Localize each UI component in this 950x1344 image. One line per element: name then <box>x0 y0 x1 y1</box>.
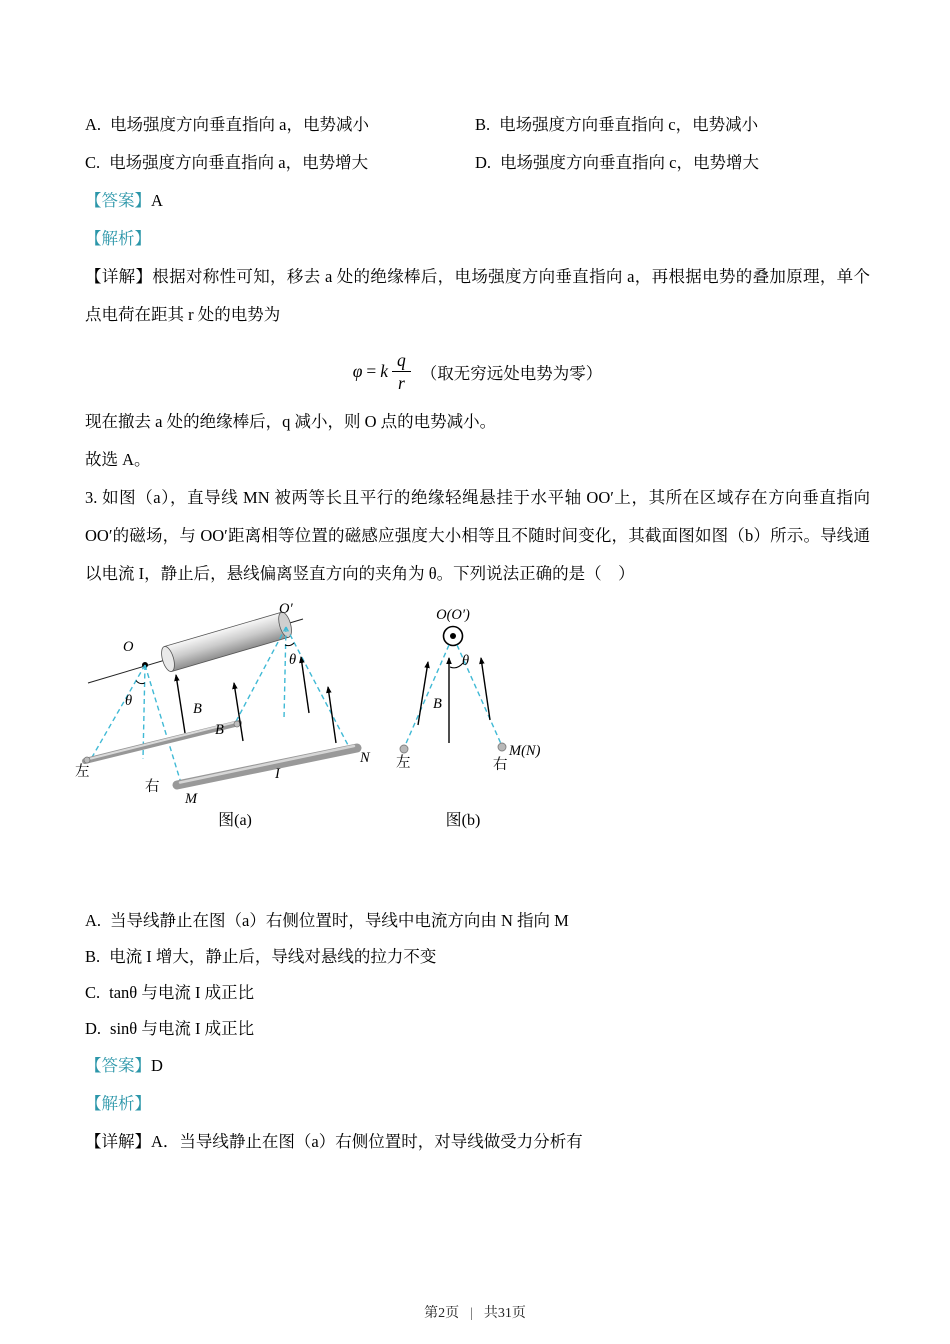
wire-left-position-dot <box>400 745 408 753</box>
q2-after-formula: 现在撤去 a 处的绝缘棒后，q 减小，则 O 点的电势减小。 <box>85 412 497 431</box>
q3-option-c <box>85 975 870 1011</box>
caption-figure-a: 图(a) <box>218 812 252 829</box>
label-right: 右 <box>493 757 508 773</box>
B-arrow-1 <box>176 675 185 733</box>
q2-detail-label: 【详解】 <box>85 267 153 286</box>
string-left <box>404 645 449 748</box>
q3-option-b-label: B. <box>85 947 101 966</box>
formula-numerator: q <box>397 350 406 370</box>
q3-analysis-line <box>85 1085 870 1123</box>
wire-MN-rod <box>177 748 357 785</box>
q2-option-a <box>85 106 475 144</box>
q3-option-c-text: tanθ 与电流 I 成正比 <box>109 983 255 1002</box>
label-left: 左 <box>396 755 411 771</box>
theta-arc-O <box>136 681 145 684</box>
q2-answer-label: 【答案】 <box>85 191 151 210</box>
q3-answer-line <box>85 1047 870 1085</box>
string-to-N <box>286 627 349 747</box>
q2-option-b-label: B. <box>475 115 491 134</box>
label-M: M <box>185 791 198 807</box>
footer-separator: | <box>470 1306 473 1321</box>
q2-option-b <box>475 106 870 144</box>
B-label-2: B <box>215 722 224 738</box>
q3-option-a <box>85 903 870 939</box>
q3-option-b-text: 电流 I 增大，静止后，导线对悬线的拉力不变 <box>109 947 437 966</box>
formula-equals: = <box>366 361 377 381</box>
figure-a-diagram <box>73 601 413 811</box>
label-O-O-prime: O(O′) <box>436 607 470 623</box>
q2-option-a-label: A. <box>85 115 102 134</box>
q2-answer-value: A <box>151 191 163 210</box>
q3-option-d <box>85 1011 870 1047</box>
q3-option-a-label: A. <box>85 911 102 930</box>
q3-detail-label: 【详解】 <box>85 1132 151 1151</box>
wire-right-position-dot <box>498 743 506 751</box>
q3-option-d-text: sinθ 与电流 I 成正比 <box>110 1019 255 1038</box>
q2-option-c <box>85 144 475 182</box>
label-I: I <box>275 766 280 782</box>
q2-option-c-text: 电场强度方向垂直指向 a，电势增大 <box>109 153 369 172</box>
B-label: B <box>433 696 442 712</box>
q2-options <box>85 106 870 182</box>
B-arrow-3 <box>301 657 309 713</box>
theta-arc-O-prime <box>285 643 294 646</box>
label-right: 右 <box>145 779 160 795</box>
q3-option-d-label: D. <box>85 1019 102 1038</box>
q2-formula <box>85 349 870 394</box>
q3-answer-value: D <box>151 1056 163 1075</box>
theta-label-O-prime: θ <box>289 652 297 668</box>
figure-b-diagram <box>390 605 565 780</box>
q2-option-d <box>475 144 870 182</box>
footer-page-number: 第2页 <box>424 1306 460 1321</box>
B-arrow-left <box>418 662 428 725</box>
B-label-1: B <box>193 701 202 717</box>
q2-option-d-label: D. <box>475 153 492 172</box>
q2-option-b-text: 电场强度方向垂直指向 c，电势减小 <box>499 115 759 134</box>
q3-options <box>85 903 870 1047</box>
B-arrow-right <box>481 658 490 720</box>
q3-detail-line <box>85 1123 870 1161</box>
label-O: O <box>123 639 134 655</box>
string-left-from-O <box>91 665 145 759</box>
B-arrow-4 <box>328 687 336 743</box>
q2-detail-paragraph <box>85 258 870 334</box>
string-to-M <box>145 665 181 783</box>
q3-option-a-text: 当导线静止在图（a）右侧位置时，导线中电流方向由 N 指向 M <box>110 911 569 930</box>
q2-option-c-label: C. <box>85 153 101 172</box>
q2-analysis-line <box>85 220 870 258</box>
label-MN: M(N) <box>509 743 541 759</box>
q3-stem: 3. 如图（a），直导线 MN 被两等长且平行的绝缘轻绳悬挂于水平轴 OO′上，其所在区域存在方向垂直指向 OO′的磁场，与 OO′距离相等位置的磁感应强度大小相等且不随时间变化，其截面图如图（b）所示。导线通以电流 I，静止后，悬线偏离竖直方向的夹角为 θ。下列说法正确的是（ ） <box>85 488 870 583</box>
label-left: 左 <box>75 764 90 780</box>
label-N: N <box>360 750 370 766</box>
formula-denominator: r <box>392 371 411 394</box>
caption-figure-b: 图(b) <box>445 812 481 829</box>
theta-label-O: θ <box>125 693 133 709</box>
q2-option-a-text: 电场强度方向垂直指向 a，电势减小 <box>110 115 369 134</box>
q2-answer-line <box>85 182 870 220</box>
q3-detail-text: A．当导线静止在图（a）右侧位置时，对导线做受力分析有 <box>151 1132 583 1151</box>
q3-option-c-label: C. <box>85 983 101 1002</box>
q3-analysis-label: 【解析】 <box>85 1094 151 1113</box>
q3-option-b <box>85 939 870 975</box>
label-O-prime: O′ <box>279 601 293 617</box>
axis-cylinder <box>159 611 297 673</box>
left-rod-end-dot <box>84 757 90 763</box>
q2-detail-text: 根据对称性可知，移去 a 处的绝缘棒后，电场强度方向垂直指向 a，再根据电势的叠加原理，单个点电荷在距其 r 处的电势为 <box>85 267 870 324</box>
formula-fraction <box>391 349 412 394</box>
formula-note: （取无穷远处电势为零） <box>420 363 603 383</box>
left-rod-end-dot2 <box>234 721 240 727</box>
formula-phi: φ <box>352 361 363 381</box>
footer-total-pages: 共31页 <box>483 1306 526 1321</box>
q3-answer-label: 【答案】 <box>85 1056 151 1075</box>
q3-figure-block <box>75 601 870 853</box>
plumb-from-O-prime <box>284 627 286 719</box>
page-footer <box>0 1302 950 1322</box>
theta-label: θ <box>462 653 470 669</box>
formula-k: k <box>380 361 389 381</box>
q2-option-d-text: 电场强度方向垂直指向 c，电势增大 <box>500 153 759 172</box>
q2-conclusion: 故选 A。 <box>85 450 151 469</box>
q2-analysis-label: 【解析】 <box>85 229 151 248</box>
